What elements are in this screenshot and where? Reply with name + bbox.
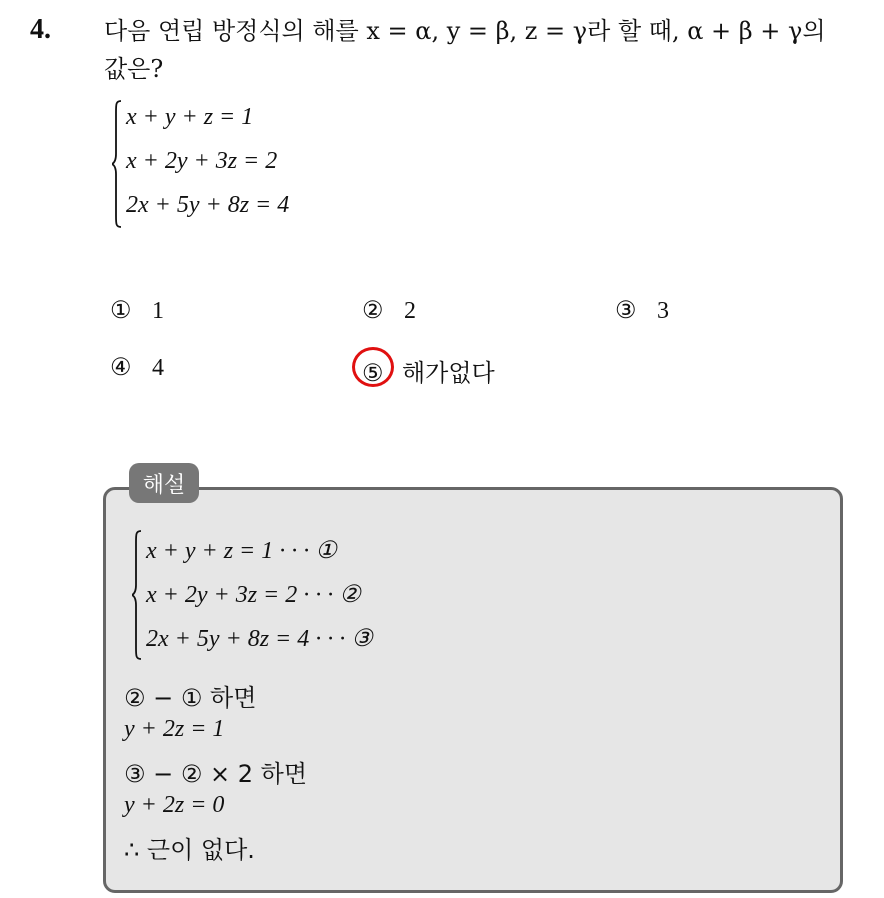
question-text-line1: 다음 연립 방정식의 해를 x = α, y = β, z = γ라 할 때, α + β + γ의 xyxy=(104,17,826,45)
solution-conclusion: ∴ 근이 없다. xyxy=(124,836,255,864)
choice-marker: ⑤ xyxy=(362,361,384,387)
solution-equation: x + 2y + 3z = 2 · · · ② xyxy=(146,582,361,608)
solution-step: ② − ① 하면 xyxy=(124,684,257,712)
answer-circle-mark xyxy=(352,347,394,387)
solution-equation: x + y + z = 1 · · · ① xyxy=(146,538,337,564)
choice-3[interactable] xyxy=(615,296,669,325)
choice-1[interactable] xyxy=(110,296,164,325)
choice-text: 4 xyxy=(152,355,164,381)
solution-step: y + 2z = 1 xyxy=(124,716,225,742)
choice-2[interactable] xyxy=(362,296,416,325)
solution-equation: 2x + 5y + 8z = 4 · · · ③ xyxy=(146,626,373,652)
problem-equation: x + 2y + 3z = 2 xyxy=(126,148,278,174)
solution-equation-system xyxy=(132,530,452,660)
question-text-line2: 값은? xyxy=(104,55,164,83)
solution-step: y + 2z = 0 xyxy=(124,792,225,818)
choice-text: 1 xyxy=(152,298,164,324)
choice-text: 3 xyxy=(657,298,669,324)
question-number: 4. xyxy=(30,14,51,45)
choice-4[interactable] xyxy=(110,353,164,382)
solution-step: ③ − ② × 2 하면 xyxy=(124,760,308,788)
choice-marker: ③ xyxy=(615,298,637,324)
question-text xyxy=(104,12,874,88)
choice-text: 2 xyxy=(404,298,416,324)
problem-equation: x + y + z = 1 xyxy=(126,104,254,130)
problem-equation-system xyxy=(112,100,412,228)
choice-marker: ② xyxy=(362,298,384,324)
problem-equation: 2x + 5y + 8z = 4 xyxy=(126,192,290,218)
left-brace-icon xyxy=(112,100,122,228)
choice-text: 해가없다 xyxy=(402,359,495,387)
left-brace-icon xyxy=(132,530,142,660)
solution-tag: 해설 xyxy=(129,463,199,503)
choice-marker: ④ xyxy=(110,355,132,381)
choice-marker: ① xyxy=(110,298,132,324)
